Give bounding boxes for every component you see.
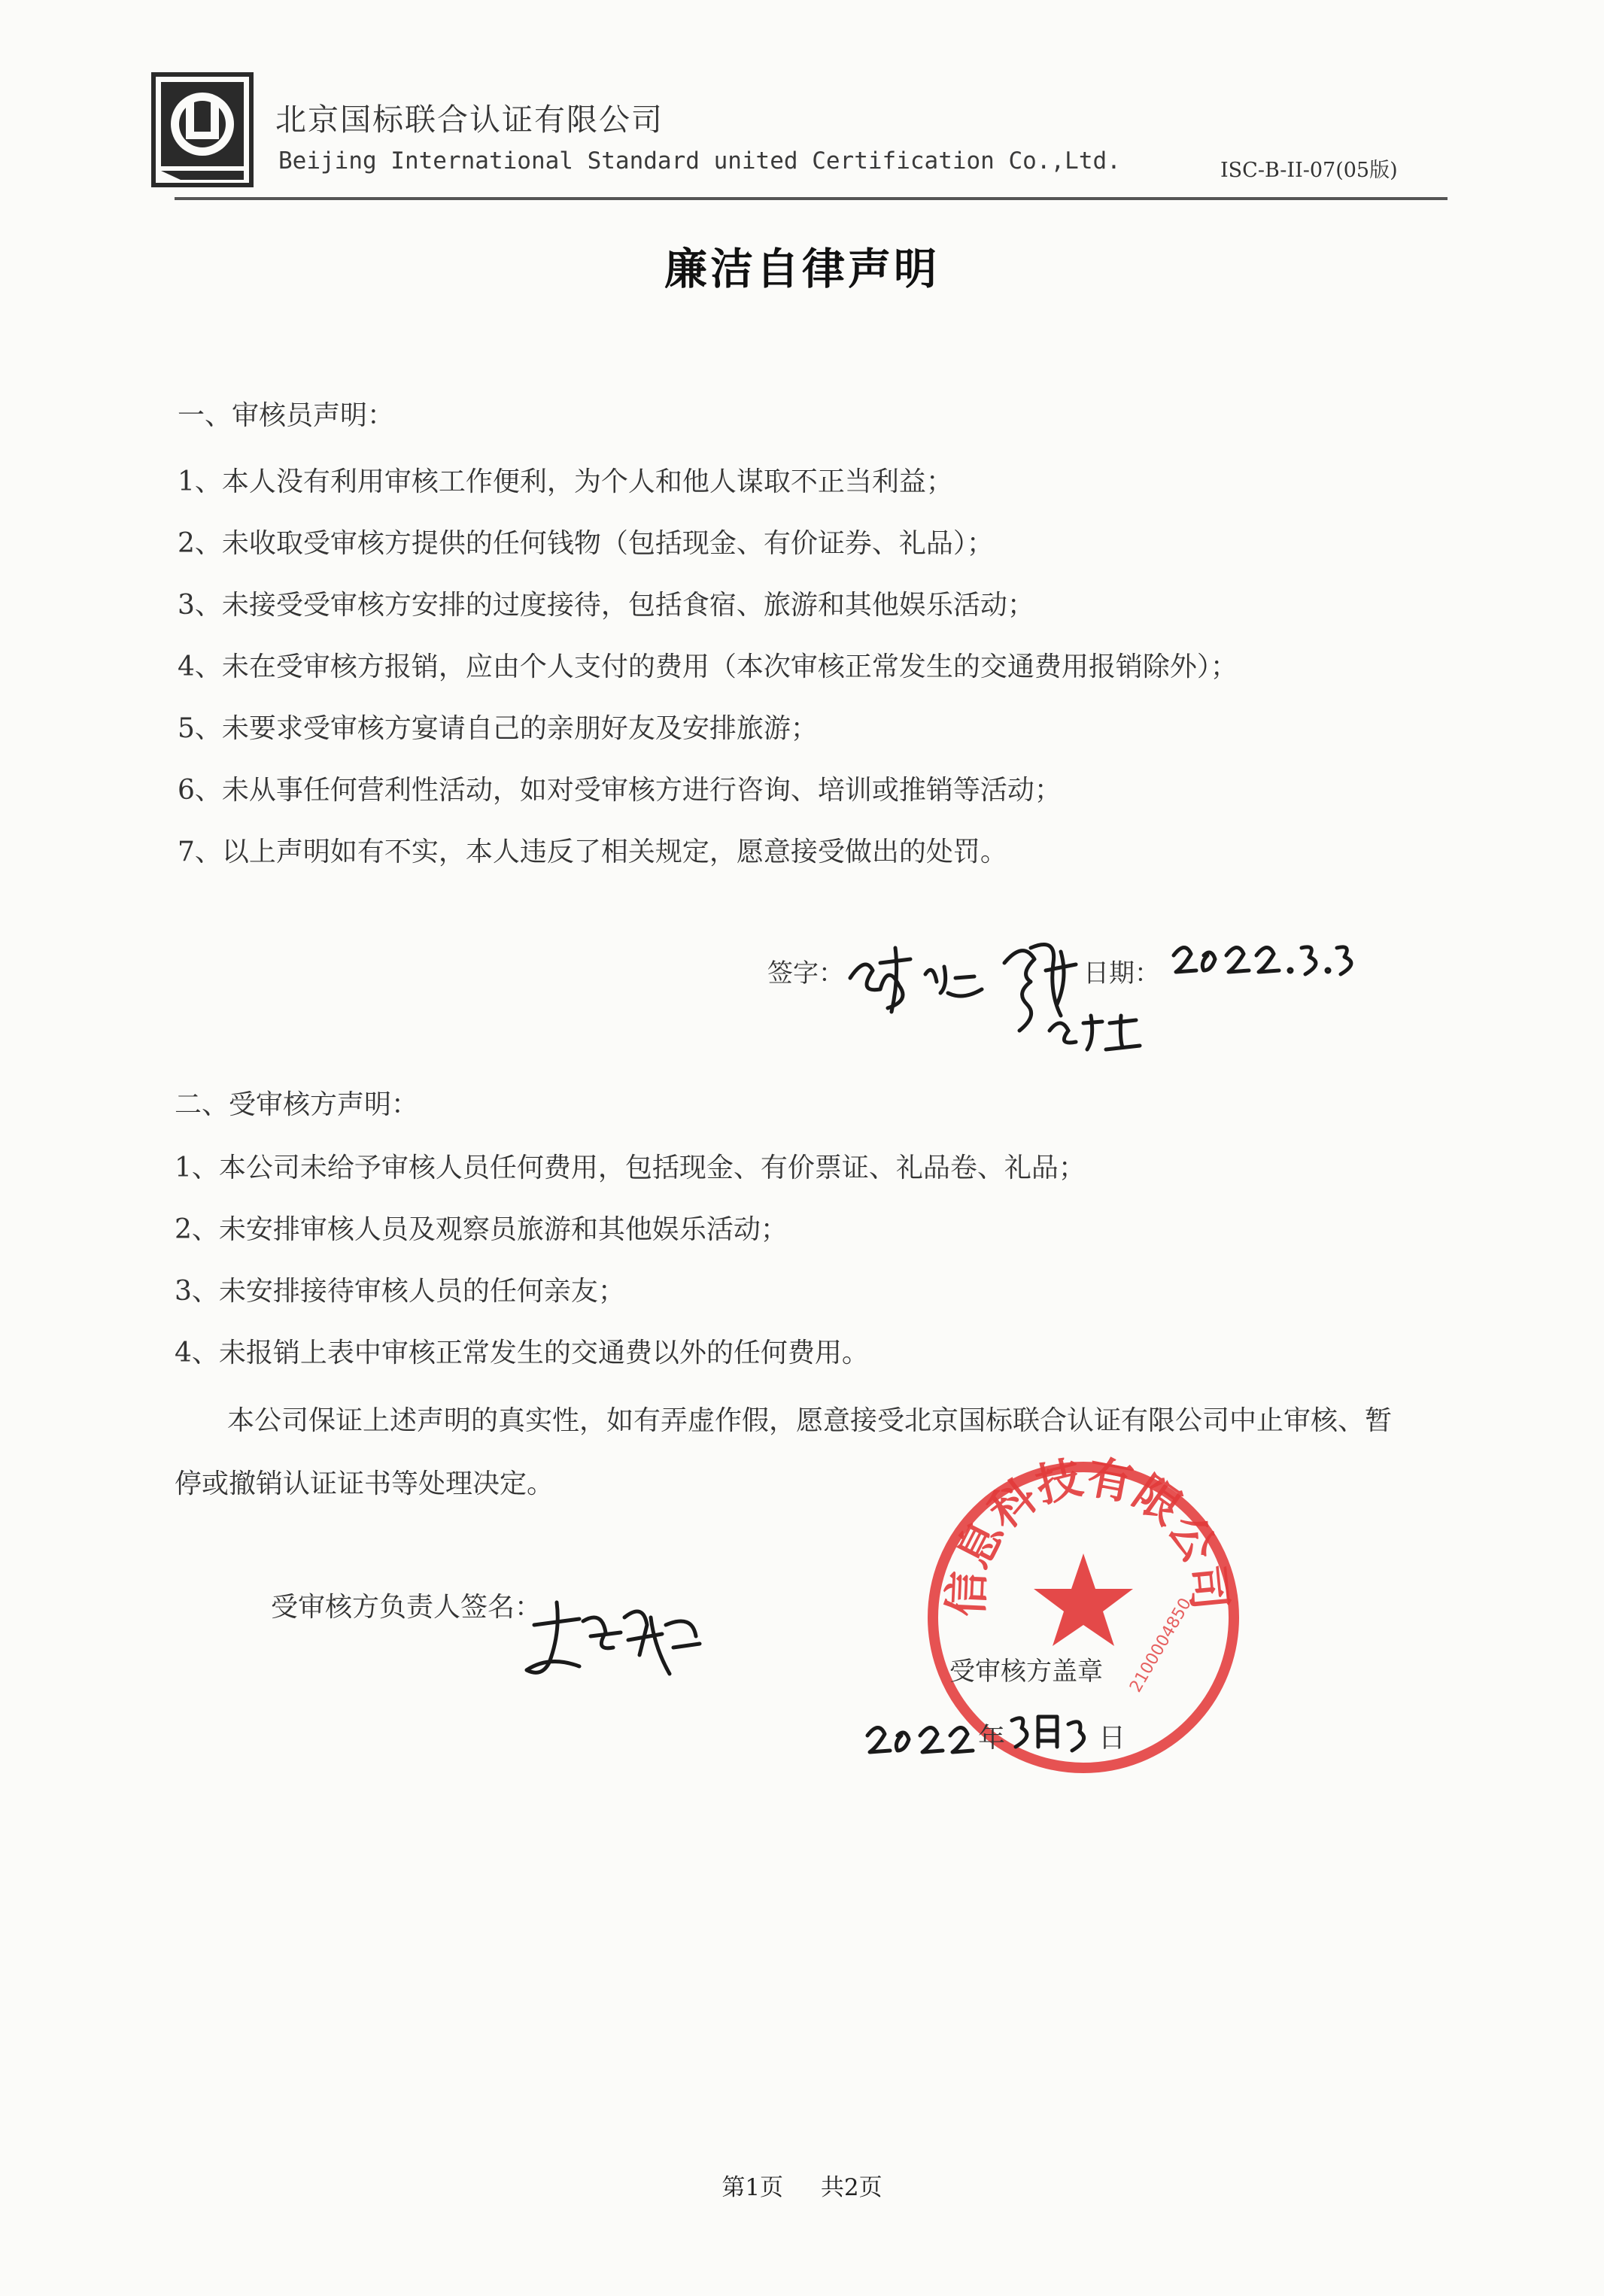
page-number: 第1页 (721, 2174, 784, 2201)
company-logo-icon (150, 71, 254, 188)
auditor-item-7: 7、以上声明如有不实，本人违反了相关规定，愿意接受做出的处罚。 (178, 837, 1007, 867)
stamp-number: 2100004850 (1126, 1595, 1195, 1696)
company-name-en: Beijing International Standard united Certification Co.,Ltd. (278, 147, 1121, 175)
auditee-date-day-suffix: 日 (1098, 1723, 1126, 1754)
auditee-date-year-suffix: 年 (978, 1723, 1006, 1754)
auditor-date-label: 日期： (1083, 958, 1160, 989)
page-footer (0, 2168, 1604, 2202)
auditor-item-4: 4、未在受审核方报销，应由个人支付的费用（本次审核正常发生的交通费用报销除外）； (178, 651, 1238, 682)
auditee-handwritten-year (864, 1717, 984, 1762)
auditor-item-5: 5、未要求受审核方宴请自己的亲朋好友及安排旅游； (178, 713, 818, 744)
responsible-sign-label: 受审核方负责人签名： (271, 1592, 542, 1623)
auditor-item-3: 3、未接受受审核方安排的过度接待，包括食宿、旅游和其他娱乐活动； (178, 590, 1034, 621)
document-title: 廉洁自律声明 (664, 244, 940, 294)
auditor-item-2: 2、未收取受审核方提供的任何钱物（包括现金、有价证券、礼品）； (178, 528, 994, 559)
auditor-handwritten-date (1170, 933, 1366, 986)
auditee-guarantee-line-2: 停或撤销认证证书等处理决定。 (175, 1468, 554, 1499)
header-divider (175, 197, 1448, 200)
auditor-section-heading: 一、审核员声明： (178, 400, 395, 431)
auditee-item-1: 1、本公司未给予审核人员任何费用，包括现金、有价票证、礼品卷、礼品； (175, 1153, 1086, 1183)
auditor-sign-label: 签字： (767, 958, 844, 989)
auditee-item-4: 4、未报销上表中审核正常发生的交通费以外的任何费用。 (175, 1338, 869, 1368)
page-total: 共2页 (820, 2174, 883, 2201)
document-code: ISC-B-II-07(05版) (1220, 159, 1398, 182)
auditee-section-heading: 二、受审核方声明： (175, 1089, 419, 1120)
auditor-item-1: 1、本人没有利用审核工作便利，为个人和他人谋取不正当利益； (178, 466, 953, 497)
stamp-arc-text: 信息科技有限公司 (940, 1452, 1236, 1618)
auditee-stamp-label: 受审核方盖章 (949, 1657, 1103, 1687)
auditee-guarantee-line-1: 本公司保证上述声明的真实性，如有弄虚作假，愿意接受北京国标联合认证有限公司中止审核、暂 (227, 1405, 1393, 1436)
auditee-handwritten-month-day (1008, 1702, 1106, 1762)
auditor-item-6: 6、未从事任何营利性活动，如对受审核方进行咨询、培训或推销等活动； (178, 775, 1062, 806)
company-name-cn: 北京国标联合认证有限公司 (275, 102, 664, 138)
responsible-handwritten-signature (519, 1580, 707, 1685)
auditee-item-3: 3、未安排接待审核人员的任何亲友； (175, 1276, 625, 1307)
auditee-item-2: 2、未安排审核人员及观察员旅游和其他娱乐活动； (175, 1214, 788, 1245)
